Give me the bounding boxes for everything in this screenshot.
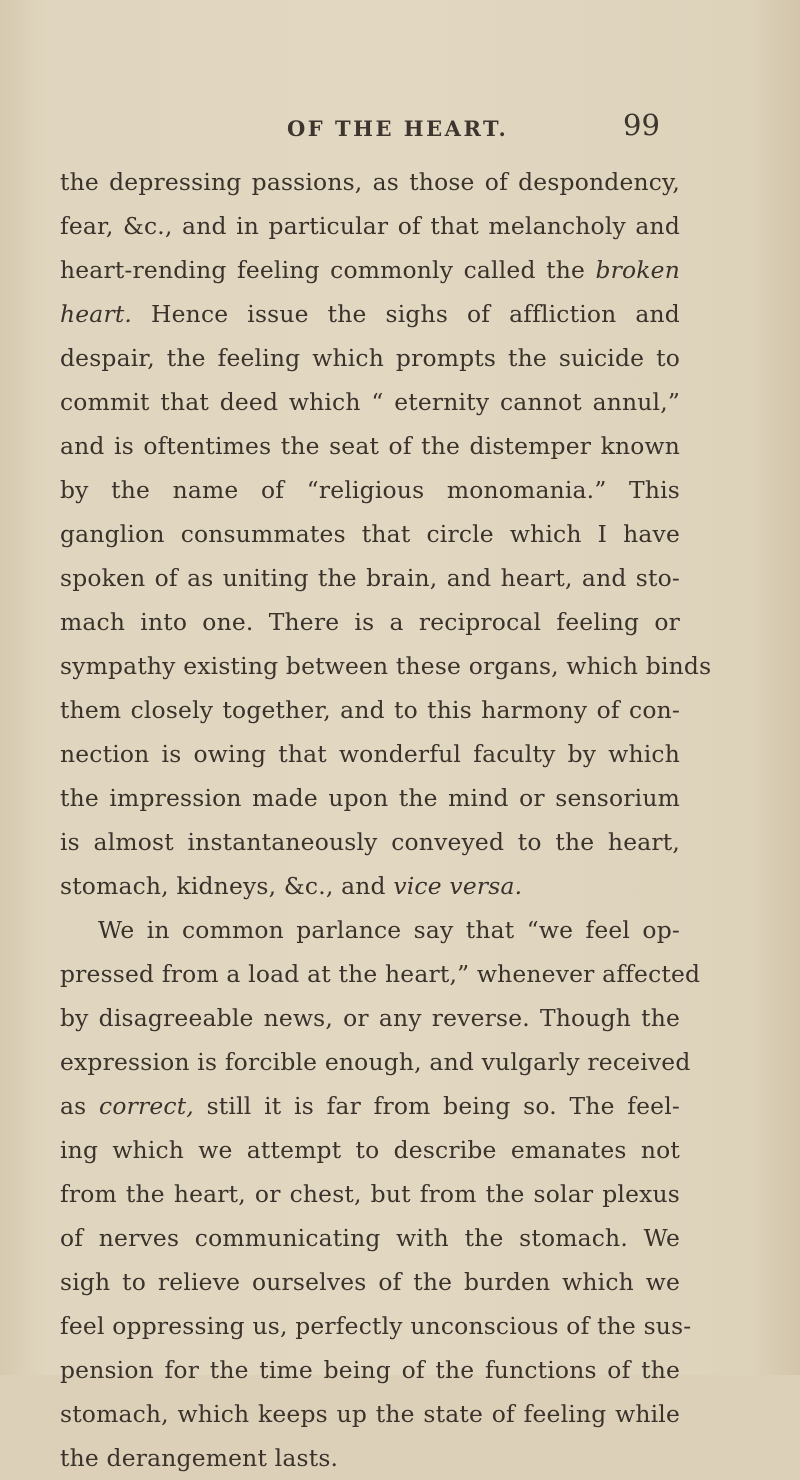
text-line: sigh to relieve ourselves of the burden which we [60, 1268, 680, 1296]
text-line: by the name of “religious monomania.” This [60, 476, 680, 504]
text-line: and is oftentimes the seat of the distemper known [60, 432, 680, 460]
text-line: fear, &c., and in particular of that melancholy and [60, 212, 680, 240]
page-number: 99 [623, 108, 660, 142]
text-line: despair, the feeling which prompts the suicide to [60, 344, 680, 372]
text-line: the impression made upon the mind or sensorium [60, 784, 680, 812]
text-line: heart-rending feeling commonly called the broken [60, 256, 680, 284]
paragraph-end-line: the derangement lasts. [60, 1444, 339, 1472]
text-line: expression is forcible enough, and vulgarly received [60, 1048, 691, 1076]
text-line: spoken of as uniting the brain, and heart, and sto- [60, 564, 680, 592]
text-line: commit that deed which “ eternity cannot annul,” [60, 388, 680, 416]
text-line: as correct, still it is far from being so. The feel- [60, 1092, 681, 1120]
text-line: them closely together, and to this harmony of con- [60, 696, 680, 724]
text-line: the depressing passions, as those of despondency, [60, 168, 680, 196]
text-line: ganglion consummates that circle which I have [60, 520, 680, 548]
text-line: mach into one. There is a reciprocal feeling or [60, 608, 680, 636]
text-line: nection is owing that wonderful faculty by which [60, 740, 680, 768]
text-line: feel oppressing us, perfectly unconscious of the sus- [60, 1312, 692, 1340]
text-line: sympathy existing between these organs, which binds [60, 652, 712, 680]
text-line: by disagreeable news, or any reverse. Though the [60, 1004, 680, 1032]
text-line: stomach, which keeps up the state of feeling while [60, 1400, 680, 1428]
text-line: ing which we attempt to describe emanates not [60, 1136, 680, 1164]
running-title: OF THE HEART. [287, 116, 509, 141]
text-line: pressed from a load at the heart,” whenever affected [60, 960, 701, 988]
paragraph-end-line: stomach, kidneys, &c., and vice versa. [60, 872, 523, 900]
text-line: pension for the time being of the functions of the [60, 1356, 680, 1384]
text-line: from the heart, or chest, but from the solar plexus [60, 1180, 680, 1208]
paragraph-start-line: We in common parlance say that “we feel op- [98, 916, 680, 944]
running-head [0, 108, 800, 144]
body-text [60, 160, 712, 1480]
text-line: heart. Hence issue the sighs of affliction and [60, 300, 680, 328]
text-line: of nerves communicating with the stomach. We [60, 1224, 680, 1252]
text-line: is almost instantaneously conveyed to the heart, [60, 828, 680, 856]
